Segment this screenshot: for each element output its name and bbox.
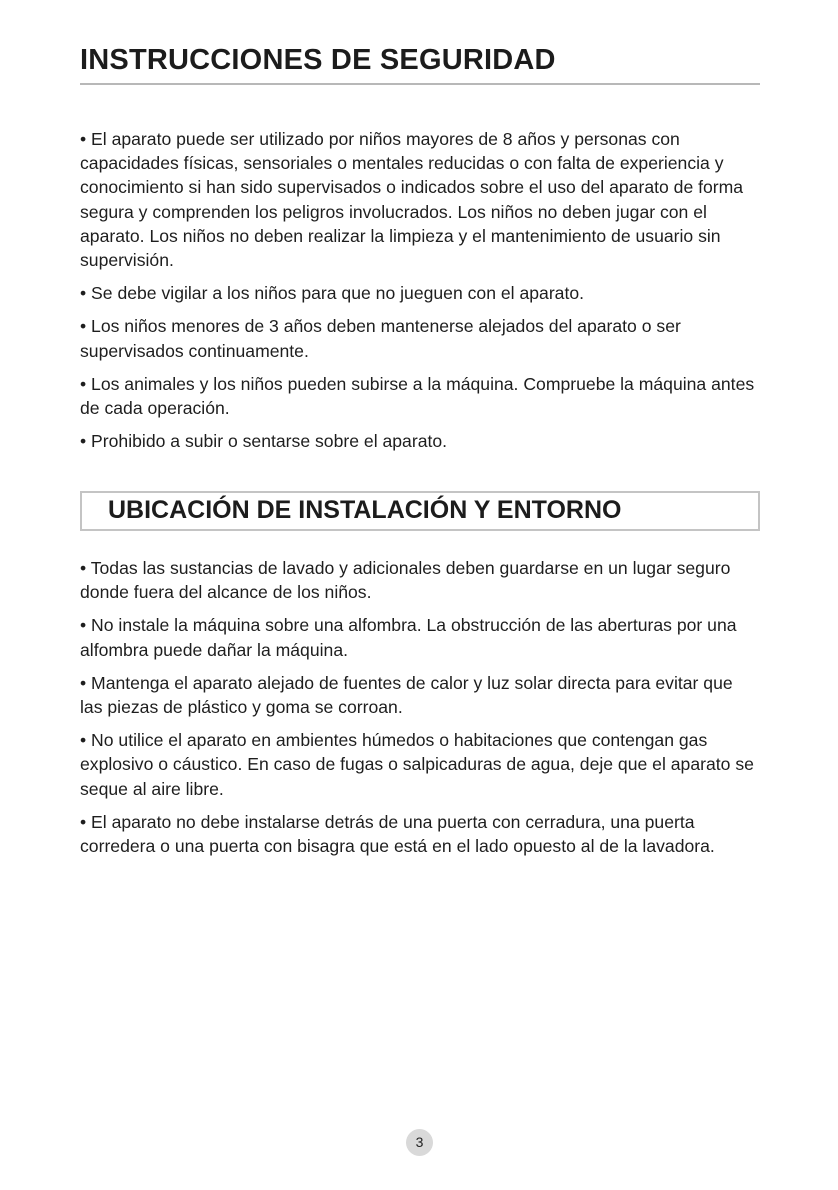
installation-instructions-list <box>80 556 760 867</box>
installation-item-4: • No utilice el aparato en ambientes húmedos o habitaciones que contengan gas explosivo o cáustico. En caso de fugas o salpicaduras de agua, deje que el aparato se seque al aire libre. <box>80 730 754 799</box>
installation-item-3: • Mantenga el aparato alejado de fuentes de calor y luz solar directa para evitar que las piezas de plástico y goma se corroan. <box>80 672 733 718</box>
safety-item-3: • Los niños menores de 3 años deben mantenerse alejados del aparato o ser supervisados continuamente. <box>80 316 681 361</box>
safety-item-1: • El aparato puede ser utilizado por niños mayores de 8 años y personas con capacidades físicas, sensoriales o mentales reducidas o con falta de experiencia y conocimiento si han sido supervisados o indicados sobre el uso del aparato de forma segura y comprenden los peligros involucrados. Los niños no deben jugar con el aparato. Los niños no deben realizar la limpieza y el mantenimiento de usuario sin supervisión. <box>80 129 744 271</box>
safety-item-5: • Prohibido a subir o sentarse sobre el aparato. <box>80 431 448 452</box>
installation-item-5: • El aparato no debe instalarse detrás de una puerta con cerradura, una puerta corredera o una puerta con bisagra que está en el lado opuesto al de la lavadora. <box>80 811 715 857</box>
safety-item-2: • Se debe vigilar a los niños para que no jueguen con el aparato. <box>80 283 585 304</box>
page-number-badge: 3 <box>406 1129 433 1156</box>
title-divider <box>80 83 760 85</box>
installation-section-header <box>80 491 760 531</box>
installation-section-title: UBICACIÓN DE INSTALACIÓN Y ENTORNO <box>108 496 622 524</box>
installation-item-2: • No instale la máquina sobre una alfombra. La obstrucción de las aberturas por una alfombra puede dañar la máquina. <box>80 615 737 660</box>
page-title: INSTRUCCIONES DE SEGURIDAD <box>80 44 556 76</box>
safety-item-4: • Los animales y los niños pueden subirse a la máquina. Compruebe la máquina antes de cada operación. <box>80 373 755 419</box>
installation-item-1: • Todas las sustancias de lavado y adicionales deben guardarse en un lugar seguro donde fuera del alcance de los niños. <box>80 558 731 603</box>
safety-instructions-list <box>80 127 760 462</box>
